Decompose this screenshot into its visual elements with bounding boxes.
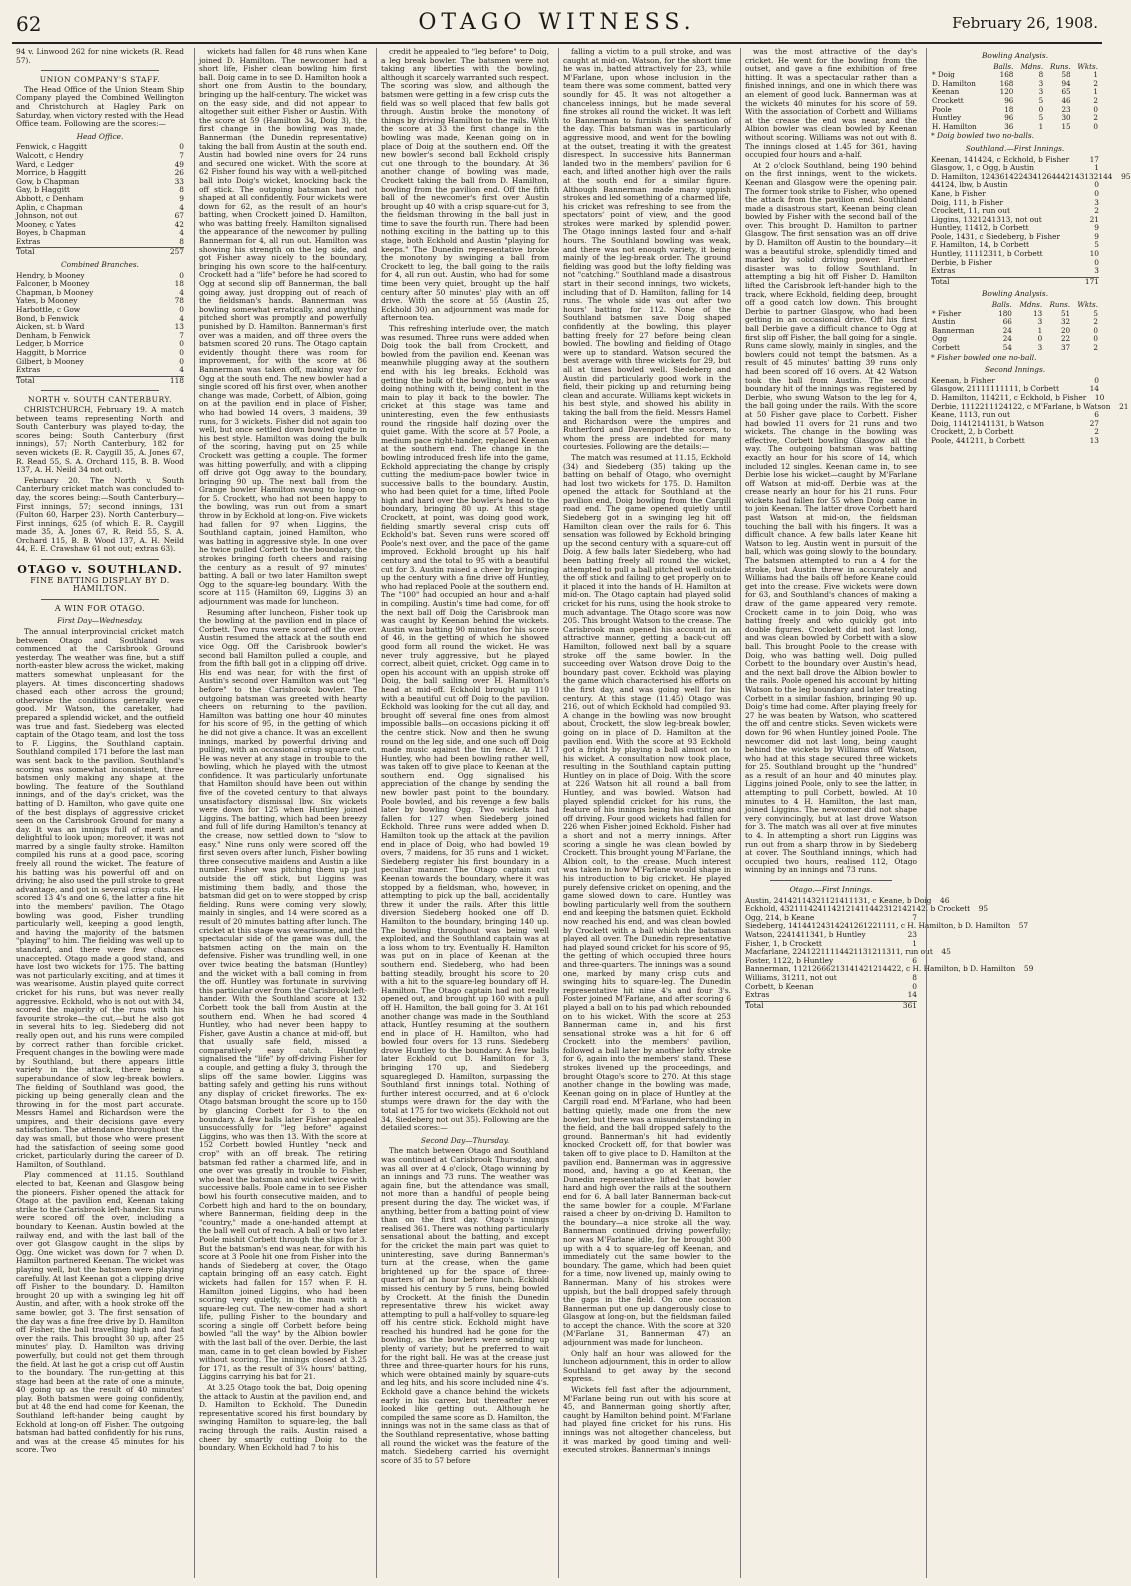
player-runs: 21 [1119,401,1129,411]
player-name: Watson, 2241411341, b Huntley [745,929,866,939]
player-name: D. Hamilton, 114211, c Eckhold, b Fisher [931,392,1087,402]
player-name: D. Hamilton, 1243614224341264442143132144 [931,171,1113,181]
paragraph: Wickets fell fast after the adjournment, M'Farlane being run out with his score at 45, and Bannerman going shortly after, caught by Hamilton behind point. M'Farlane had played fine cricket for his runs. His innings was not altogether chanceless, but it was marked by good timing and well-executed strokes. Bannerman's innings [563,1385,731,1455]
player-runs: 67 [174,211,184,221]
divider [41,559,159,560]
paragraph: February 20. The North v. South Canterbury cricket match was concluded to-day, the scores being:—South Canterbury—First innings, 57; second innings, 131 (Fulton 60, Harper 23). North Canterbury—First innings, 625 (of which E. R. Caygill made 35, A. Jones 67, R. Reid 55, S. A. Orchard 115, B. B. Wood 137, A. H. Neild 44, E. E. Crawshaw 61 not out; extras 63). [16,475,184,554]
table-cell: 2 [1093,317,1098,327]
player-runs: 2 [1094,427,1099,437]
table-cell: 2 [1093,95,1098,105]
column-header: Wkts. [1077,300,1098,310]
player-name: Gay, b Haggitt [16,185,70,195]
player-name: Gow, b Chapman [16,176,80,186]
total-label: Total [745,1000,764,1010]
player-name: Derbie, b Fisher [931,257,993,267]
table-cell: 0 [1093,334,1098,344]
player-name: Ward, c Ledger [16,159,74,169]
table-cell: 20 [1060,325,1071,335]
player-runs: 4 [179,313,184,323]
score-row [16,358,184,367]
player-runs: 45 [941,947,951,957]
player-runs: 18 [174,279,184,289]
table-cell: 24 [1002,325,1012,335]
player-name: Poole, 1431, c Siedeberg, b Fisher [931,231,1061,241]
bowling-table-body [931,310,1099,353]
table-cell: 168 [999,78,1014,88]
paragraph: was the most attractive of the day's cricket. He went for the bowling from the outset, and gave a fine exhibition of free hitting. It was a spectacular rather than a finished innings, and one in which there was an element of good luck. Bannerman was at the wickets 40 minutes for his score of 59. With the association of Corbett and Williams at the crease the end was near, and the Albion bowler was clean bowled by Keenan without scoring. Williams was not out with 8. The innings closed at 1.45 for 361, having occupied four hours and a-half. [745,47,917,160]
player-runs: 3 [1094,197,1099,207]
player-name: Doig, 111, b Fisher [931,197,1004,207]
player-runs: 0 [179,356,184,366]
day-heading: Second Day—Thursday. [420,1135,510,1145]
table-cell: Ogg [932,334,948,344]
player-name: Extras [745,990,770,1000]
paragraph: falling a victim to a pull stroke, and was caught at mid-on. Watson, for the short time he was in, batted attractively for 23, while M'Farlane, upon whose inclusion in the team there was some comment, batted very soundly for 45. It was not altogether a chanceless innings, but he made several fine strokes all round the wicket. It was left to Bannerman to furnish the sensation of the day. This batsman was in particularly aggressive mood, and went for the bowling at the outset, treating it with the greatest disrespect. In successive hits Bannerman landed two in the members' pavilion for 6 each, and lifted another high over the rails at the south end for a similar figure. Although Bannerman made many uppish strokes and led something of a charmed life, his cricket was refreshing to see from the spectators' point of view, and the good strokes were marked by splendid power. The Otago innings lasted four and a-half hours. The Southland bowling was weak, and there was not enough variety, it being mainly of the leg-break order. The ground fielding was good but the lofty fielding was not "catching." Southland made a disastrous start in their second innings, two wickets, including that of D. Hamilton, falling for 14 runs. The whole side was out after two hours' batting for 112. None of the Southland batsmen save Doig shaped confidently at the bowling, this player batting freely for 27 before being clean bowled. The bowling and fielding of Otago were up to standard. Watson secured the best average with three wickets for 29, but all at times bowled well. Siedeberg and Austin did particularly good work in the field, their picking up and returning being clean and accurate. Williams kept wickets in his best style, and showed his ability in taking the ball from the field. Messrs Hamel and Richardson were the umpires and Rutherford and Davenport the scorers, to whom the press are indebted for many courtesies. Following are the details:— [563,47,731,452]
table-row [931,344,1099,353]
table-cell: 58 [1061,70,1071,80]
player-runs: 14 [907,990,917,1000]
table-cell: 0 [1093,104,1098,114]
paragraph-group [381,48,549,1133]
divider [41,70,159,71]
score-row [745,991,917,1000]
player-name: Yates, b Mooney [16,296,78,306]
player-runs: 95 [978,904,989,914]
table-cell: 23 [1061,104,1071,114]
player-name: Foster, 1122, b Huntley [745,955,834,965]
column-1 [12,48,188,1578]
player-name: Eckhold, 4321114241142121411442312142142, b Crockett [745,904,971,914]
player-name: Ogg, 214, b Keane [745,912,815,922]
player-name: Johnson, not out [16,211,78,221]
page-number: 62 [16,12,42,36]
table-cell: 1 [1037,325,1043,335]
player-runs: 9 [179,193,184,203]
player-runs: 0 [179,305,184,315]
player-runs: 4 [179,202,184,212]
player-runs: 0 [1094,188,1099,198]
table-cell: D. Hamilton [932,78,976,88]
table-cell: 0 [1037,334,1043,344]
table-cell: H. Hamilton [932,121,977,131]
score-total [745,1001,917,1011]
player-name: Extras [16,236,41,246]
player-runs: 95 [1121,171,1131,181]
player-runs: 7 [912,912,917,922]
player-name: F. Hamilton, 14, b Corbett [931,240,1030,250]
player-runs: 10 [1094,392,1105,402]
paragraph: wickets had fallen for 48 runs when Kane joined D. Hamilton. The newcomer had a short life, Fisher clean bowling him first ball. Doig came in to see D. Hamilton hook a short one from Austin to the boundary, bringing up the half-century. The wicket was on the easy side, and did not appear to altogether suit either Fisher or Austin. With the score at 59 (Hamilton 34, Doig 3), the first change in the bowling was made, Bannerman (the Dunedin representative) taking the ball from Austin at the south end. Austin had bowled nine overs for 24 runs and secured one wicket. With the score at 62 Fisher found his way with a well-pitched ball into Doig's wicket, knocking back the off stick. The outgoing batsman had not shaped at all confidently. Four wickets were down for 62, as the result of an hour's batting, when Crockett joined D. Hamilton, who was batting freely. Hamilton signalised the appearance of the newcomer by pulling Bannerman for 4, all run out. Hamilton was showing his strength on the leg side, and got Fisher away nicely to the boundary, bringing his own score to the half-century. Crockett had a "life" before he had scored to Ogg at second slip off Bannerman, the ball going away, just dropping out of reach of the fieldsman's hands. Bannerman was bowling somewhat erratically, and anything pitched short was promptly and powerfully punished by D. Hamilton. Bannerman's first over was a maiden, and off three overs the batsmen scored 20 runs. The Otago captain evidently thought there was room for improvement, for with the score at 86 Bannerman was taken off, making way for Ogg at the south end. The new bowler had a single scored off his first over, when another change was made, Corbett, of Albion, going on at the pavilion end in place of Fisher, who had bowled 14 overs, 3 maidens, 39 runs, for 3 wickets. Fisher did not again too well, but once settled down bowled quite in his best style. Hamilton was doing the bulk of the scoring, having put on 25 while Crockett was getting a couple. The former was hitting powerfully, and with a clipping off drive got Ogg away to the boundary, bringing 90 up. The next ball from the Grange bowler Hamilton swung to long-on for 5. Crockett, who had not been happy to the bowling, was run out from a smart throw in by Eckhold at long-on. Five wickets had fallen for 97 when Liggins, the Southland captain, joined Hamilton, who was batting in aggressive style. In one over he twice pulled Corbett to the boundary, the strokes bringing forth cheers and raising the century as a result of 97 minutes' batting. A ball or two later Hamilton swept Ogg to the square-leg boundary. With the score at 115 (Hamilton 69, Liggins 3) an adjournment was made for luncheon. [199,47,367,606]
player-runs: 1 [1094,163,1099,173]
table-cell: 96 [1004,113,1014,123]
player-name: Aicken, st. b Ward [16,322,85,332]
player-name: Falconer, b Mooney [16,279,90,289]
total-value: 171 [1084,276,1099,286]
player-runs: 7 [179,330,184,340]
player-name: Liggins, 1321241313, not out [931,214,1042,224]
player-name: Mooney, c Yates [16,219,76,229]
total-label: Total [16,247,35,257]
column-header: Balls. [991,300,1012,310]
total-value: 118 [169,375,184,385]
table-cell: 1 [1038,121,1044,131]
player-name: Fenwick, c Haggitt [16,142,87,152]
player-runs: 6 [912,955,917,965]
player-name: Keane, 1113, run out [931,410,1011,420]
player-runs: 13 [1089,435,1099,445]
bowling-table-body [931,71,1099,131]
issue-date: February 26, 1908. [952,14,1098,32]
table-cell: 66 [1002,317,1012,327]
bowling-table [931,301,1099,353]
column-header: Runs. [1049,61,1071,71]
paragraph: Play commenced at 11.15. Southland elected to bat, Keenan and Glasgow being the pioneers. Fisher opened the attack for Otago at the pavilion end, Keenan taking strike to the Carisbrook left-hander. Six runs were scored off the over, including a boundary to Keenan. Austin bowled at the railway end, and with the last ball of the over got Glasgow caught in the slips by Ogg. One wicket was down for 7 when D. Hamilton partnered Keenan. The wicket was playing well, but the batsmen were playing carefully. At last Keenan got a clipping drive off Fisher to the boundary. D. Hamilton brought 20 up with a swinging leg hit off Austin, and after, with a hook stroke off the same bowler, got 3. The first sensation of the day was a fine free drive by D. Hamilton off Fisher, the ball travelling high and fast over the rails. This brought 30 up, after 25 minutes' play. D. Hamilton was driving powerfully, but could not get them through the field. At last he got a crisp cut off Austin to the boundary. The run-getting at this stage had been at the rate of one a minute, 40 going up as the result of 40 minutes' play. Both batsmen were going confidently, but at 48 the end had come for Keenan, the Southland left-hander being caught by Eckhold at long-on off Fisher. The outgoing batsman had batted confidently for his runs, and was at the crease 45 minutes for his score. Two [16,1170,185,1455]
player-name: Bannerman, 11212666213141421214422, c H. Hamilton, b D. Hamilton [745,964,1016,974]
player-name: Boyes, b Chapman [16,228,86,238]
page-header [12,10,1102,44]
player-runs: 46 [940,895,950,905]
table-cell: Austin [932,317,956,327]
player-name: Corbett, b Keenan [745,981,814,991]
player-name: Williams, 31211, not out [745,972,837,982]
table-cell: 1 [1093,87,1098,97]
player-name: Keenan, 141424, c Eckhold, b Fisher [931,154,1070,164]
table-cell: Huntley [932,113,962,123]
table-cell: 2 [1093,78,1098,88]
player-runs: 4 [179,228,184,238]
column-header: Mdns. [1019,300,1043,310]
total-value: 361 [902,1000,917,1010]
score-list [931,375,1129,446]
table-cell: 3 [1038,78,1044,88]
table-cell: 0 [1038,104,1044,114]
player-runs: 33 [174,176,184,186]
player-runs: 2 [1094,206,1099,216]
player-runs: 49 [174,159,184,169]
player-name: Crockett, 11, run out [931,206,1010,216]
paragraph: Only half an hour was allowed for the luncheon adjournment, this in order to allow Southland to get away by the second express. [563,1348,731,1384]
column-header: Balls. [993,61,1014,71]
column-4 [558,48,735,1578]
player-runs: 9 [1094,231,1099,241]
table-cell: 5 [1038,113,1044,123]
score-total [16,247,184,257]
player-name: Morrice, b Haggitt [16,168,87,178]
table-cell: Poole [932,104,952,114]
masthead-title: OTAGO WITNESS. [418,10,696,35]
player-runs: 0 [1094,375,1099,385]
bowling-table [931,63,1099,132]
player-name: Bond, b Fenwick [16,313,79,323]
score-list [16,272,184,375]
player-name: Hendry, b Mooney [16,270,85,280]
player-name: Fisher, 1, b Crockett [745,938,822,948]
table-cell: 1 [1093,70,1098,80]
player-name: Austin, 24142114321121411131, c Keane, b Doig [745,895,932,905]
divider [41,599,159,600]
player-name: Doig, 11412141131, b Watson [931,418,1045,428]
table-cell: Bannerman [932,325,975,335]
divider [41,390,159,391]
player-name: 44124, lbw, b Austin [931,180,1008,190]
player-name: Crockett, 2, b Corbett [931,427,1014,437]
player-name: Huntley, 11112311, b Corbett [931,249,1043,259]
table-cell: 3 [1037,343,1043,352]
score-list [931,154,1131,276]
player-runs: 10 [1089,249,1099,259]
paragraph: The match between Otago and Southland was continued at Carisbrook Thursday, and was all over at 4 o'clock, Otago winning by an innings and 73 runs. The weather was again fine, but the attendance was small, not more than a handful of people being present during the day. The wicket was, if anything, better from a batting point of view than on the first day. Otago's innings realised 361. There was nothing particularly sensational about the batting, and except for the cricket the main part was quiet to uninteresting, save during Bannerman's turn at the crease, when the game brightened up for the space of three-quarters of an hour before lunch. Eckhold missed his century by 5 runs, being bowled by Crockett. At the finish the Dunedin representative threw his wicket away attempting to pull a half-volley to square-leg off his centre stick. Eckhold might have reached his hundred had he gone for the bowling, as the bowlers were sending up plenty of variety; but he preferred to wait for the right ball. He was at the crease just three and three-quarter hours for his runs, which were obtained mainly by square-cuts and leg hits, and his score included nine 4's. Eckhold gave a chance behind the wickets early in his career, but thereafter never looked like getting out. Although he compiled the same score as D. Hamilton, the innings was not in the same class as that of the Southland representative, whose batting all round the wicket was the feature of the match. Siedeberg carried his overnight score of 35 to 57 before [381,1146,550,1465]
total-label: Total [16,375,35,385]
section-title: NORTH v. SOUTH CANTERBURY. [28,395,172,405]
player-runs: 4 [179,365,184,375]
table-cell: 30 [1061,113,1071,123]
paragraph: This refreshing interlude over, the match was resumed. Three runs were added when Doig took the ball from Crockett, and bowled from the pavilion end. Keenan was meanwhile plugging away at the southern end with his leg breaks. Eckhold was getting the bulk of the bowling, but he was doing nothing with it, being content in the main to play it back to the bowler. The cricket at this stage was tame and uninteresting, even the few enthusiasts round the ringside half dozing over the quiet game. With the score at 57 Poole, a medium pace right-hander, replaced Keenan at the southern end. The change in the bowling introduced fresh life into the game, Eckhold appreciating the change by crisply cutting the medium-pace bowler twice in successive balls to the boundary. Austin, who had been quiet for a time, lifted Poole high and hard over the bowler's head to the boundary, bringing 80 up. At this stage Crockett, at point, was doing good work, fielding smartly several crisp cuts off Eckhold's bat. Seven runs were scored off Poole's next over, and the pace of the game improved. Eckhold brought up his half century and the total to 95 with a beautiful cut for 3. Austin raised a cheer by bringing up the century with a fine drive off Huntley, who had replaced Poole at the southern end. The "100" had occupied an hour and a-half in compiling. Austin's time had come, for off the next ball off Doig the Carisbrook man was caught by Keenan behind the wickets. Austin was batting 90 minutes for his score of 46, in the getting of which he showed good form all round the wicket. He was never truly aggressive, but he played correct, albeit quiet, cricket. Ogg came in to open his account with an uppish stroke off Doig, the ball sailing over H. Hamilton's head at mid-off. Eckhold brought up 110 with a beautiful cut off Doig to the pavilion. Eckhold was looking for the cut all day, and brought off several fine ones from almost impossible balls—on occasions picking it off the centre stick. Now and then he swung round on the leg side, and one such off Doig made music against the tin fence. At 117 Huntley, who had been bowling rather well, was taken off to give place to Keenan at the southern end. Ogg signalised his appreciation of the change by sending the new bowler past point to the boundary. Poole bowled, and his revenge a few balls later by bowling Ogg. Two wickets had fallen for 127 when Siedeberg joined Eckhold. Three runs were added when D. Hamilton took up the attack at the pavilion end in place of Doig, who had bowled 19 overs, 7 maidens, for 35 runs and 1 wicket. Siedeberg register his first boundary in a peculiar manner. The Otago captain cut Keenan towards the boundary, where it was stopped by a fieldsman, who, however, in attempting to pick up the ball, accidentally threw it under the rails. After this little diversion Siedeberg hooked one off D. Hamilton to the boundary, bringing 140 up. The bowling throughout was being well exploited, and the Southland captain was at a loss whom to try. Eventually H. Hamilton was put on in place of Keenan at the southern end. Siedeberg, who had been batting steadily, brought his score to 20 with a hit to the square-leg boundary off H. Hamilton. The Otago captain had not really opened out, and brought up 160 with a pull off H. Hamilton, the ball going for 3. At 161 another change was made in the Southland attack, Huntley resuming at the southern end in place of H. Hamilton, who had bowled four overs for 13 runs. Siedeberg drove Huntley to the boundary. A few balls later Eckhold cut D. Hamilton for 3, bringing 170 up, and Siedeberg squaregleged D. Hamilton, surpassing the Southland first innings total. Nothing of further interest occurred, and at 6 o'clock stumps were drawn for the day with the total at 175 for two wickets (Eckhold not out 34, Siedeberg not out 35). Following are the detailed scores:— [381,324,549,1133]
score-row [16,238,184,247]
player-runs: 6 [1094,410,1099,420]
paragraph-group [381,1147,549,1465]
player-runs: 57 [1018,921,1029,931]
column-header: Mdns. [1020,61,1044,71]
player-name: Chapman, b Mooney [16,287,94,297]
column-2 [194,48,371,1578]
table-cell: 37 [1060,343,1071,352]
table-row [931,327,1099,336]
player-runs: 0 [1094,180,1099,190]
player-runs: 4 [179,287,184,297]
table-cell: 3 [1038,87,1044,97]
column-3 [376,48,553,1578]
paragraph: Resuming after luncheon, Fisher took up the bowling at the pavilion end in place of Corbett. Two runs were scored off the over. Austin resumed the attack at the south end vice Ogg. Off the Carisbrook bowler's second ball Hamilton pulled a couple, and from the fifth ball got in a clipping off drive. His end was near, for with the first of Austin's second over Hamilton was out "leg before" to the Carisbrook bowler. The outgoing batsman was greeted with hearty cheers on returning to the pavilion. Hamilton was batting one hour 40 minutes for his score of 95, in the getting of which he did not give a chance. It was an excellent innings, marked by powerful driving and pulling, with an occasional crisp square cut. He was never at any stage in trouble to the bowling, which he played with the utmost confidence. It was particularly unfortunate that Hamilton should have been out within five of the coveted century to that always unsatisfactory dismissal lbw. Six wickets were down for 125 when Huntley joined Liggins. The batting, which had been breezy and full of life during Hamilton's tenancy at the crease, now settled down to "slow to easy." Nine runs only were scored off the first seven overs after lunch, Fisher bowling three consecutive maidens and Austin a like number. Fisher was pitching them up just outside the off stick, but Liggins was mistiming them badly, and those the batsman did get on to were stopped by crisp fielding. Runs were coming very slowly, mainly in singles, and 14 were scored as a result of 20 minutes batting after lunch. The cricket at this stage was wearisome, and the spectacular side of the game was dull, the batsmen acting on the main on the defensive. Fisher was trundling well, in one over twice beating the batsman (Huntley) and the wicket with a ball coming in from the off. Huntley was fortunate in surviving this particular over from the Carisbrook left-hander. With the Southland score at 132 Corbett took the ball from Austin at the southern end. When he had scored 4 Huntley, who had never been happy to Fisher, gave Austin a chance at mid-off, but that usually safe field, missed a comparatively easy catch. Huntley signalised the "life" by off-driving Fisher for a couple, and getting a fluky 3, through the slips off the same bowler. Liggins was batting safely and getting his runs without any display of cricket fireworks. The ex-Otago batsman brought the score up to 150 by glancing Corbett for 3 to the on boundary. A few balls later Fisher appealed unsuccessfully for "leg before" against Liggins, who was then 13. With the score at 152 Corbett bowled Huntley "neck and crop" with an off break. The retiring batsman fed rather a charmed life, and in one over was greatly in trouble to Fisher, who beat the batsman and wicket twice with successive balls. Poole came in to see Fisher bowl his fourth consecutive maiden, and to Corbett high and hard to the on boundary, where Bannerman, fielding deep in the "country," made a one-handed attempt at the ball well out of reach. A ball or two later Poole mishit Corbett through the slips for 3. But the batsman's end was near, for with his score at 3 Poole hit one from Fisher into the hands of Siedeberg at cover, the Otago captain bringing off an easy catch. Eight wickets had fallen for 157 when F. H. Hamilton joined Liggins, who had been scoring very quietly, in the main with a square-leg cut. The new-comer had a short life, pulling Fisher to the boundary and scoring a single off Corbett before being bowled "all the way" by the Albion bowler with the last ball of the over. Derbie, the last man, came in to get clean bowled by Fisher without scoring. The innings closed at 3.25 for 171, as the result of 3¼ hours' batting, Liggins carrying his bat for 21. [199,607,367,1382]
player-name: Extras [16,365,41,375]
player-name: Kane, b Fisher [931,188,986,198]
score-total [16,376,184,386]
player-name: Gilbert, b Mooney [16,356,84,366]
table-cell: * Fisher [932,308,962,318]
table-cell: 2 [1093,343,1098,352]
player-runs: 26 [174,168,184,178]
paragraph: The match was resumed at 11.15, Eckhold (34) and Siedeberg (35) taking up the batting on behalf of Otago, who overnight had lost two wickets for 175. D. Hamilton opened the attack for Southland at the pavilion end, Doig bowling from the Cargill road end. The game opened quietly until Siedeberg got in a swinging leg hit off Hamilton clean over the rails for 6. This sensation was followed by Eckhold bringing up the second century with a square-cut off Doig. A few balls later Siedeberg, who had been batting freely all round the wicket, attempted to pull a ball pitched well outside the off stick and failing to get properly on to it placed it into the hands of H. Hamilton at mid-on. The Otago captain had played solid cricket for his runs, using the hook stroke to much advantage. The Otago score was now 205. This brought Watson to the crease. The Carisbrook man opened his account in an attractive manner, getting a back-cut off Hamilton, followed next ball by a square stroke off the same bowler. In the succeeding over Watson drove Doig to the boundary past cover. Eckhold was playing the game which characterised his efforts on the first day, and was going well for his century. At this stage (11.45) Otago was 216, out of which Eckhold had compiled 93. A change in the bowling was now brought about, Crockett, the slow leg-break bowler, going on in place of D. Hamilton at the pavilion end. With the score at 93 Eckhold got a fright by playing a ball almost on to his wicket. A consultation now took place, resulting in the Southland captain putting Huntley on in place of Doig. With the score at 226 Watson hit all round a ball from Huntley, and was bowled. Watson had played splendid cricket for his runs, the feature of his innings being his cutting and off driving. Four good wickets had fallen for 226 when Fisher joined Eckhold. Fisher had a short and not a merry innings. After scoring a single he was clean bowled by Crockett. This brought young M'Farlane, the Albion colt, to the crease. Much interest was taken in how M'Farlane would shape in his introduction to big cricket. He played purely defensive cricket on opening, and the game slowed down to care. Huntley was bowling particularly well from the southern end and keeping the batsmen quiet. Eckhold now reached his end, and was clean bowled by Crockett with a ball which the batsman played all over. The Dunedin representative had played sound cricket for his score of 95, the getting of which occupied three hours and three-quarters. The innings was a sound one, marked by many crisp cuts and swinging hits to square-leg. The Dunedin representative hit nine 4's and four 3's. Foster joined M'Farlane, and after scoring 6 played a ball on to his pad which rebounded on to his wicket. With the score at 253 Bannerman came in, and his first sensational stroke was a hit for 6 off Crockett into the members' pavilion, followed a ball later by another lofty stroke for 6, again into the members' stand. These strokes livened up the proceedings, and brought Otago's score to 270. At this stage another change in the bowling was made, Keenan going on in place of Huntley at the Cargill road end. M'Farlane, who had been batting quietly, made one from the new bowler, but there was a misunderstanding in the field, and the ball dropped safely to the ground. Bannerman's hit had evidently knocked Crockett off, for that bowler was taken off to give place to D. Hamilton at the pavilion end. Bannerman was in aggressive mood, and, having a go at Keenan, the Dunedin representative lifted that bowler hard and high over the rails at the southern end for 6. A ball later Bannerman back-cut the same bowler for a couple. M'Farlane raised a cheer by on-driving D. Hamilton to the boundary—a nice stroke all the way. Bannerman continued driving powerfully; nor was M'Farlane idle, for he brought 300 up with a 4 to square-leg off Keenan, and immediately cut the same bowler to the boundary. The game, which had been quiet for a time, now livened up, mainly owing to Bannerman. Many of his strokes were uppish, but the ball dropped safely through the gaps in the field. On one occasion Bannerman put one up dangerously close to Glasgow at long-on, but the fieldsman failed to accept the chance. With the score at 320 (M'Farlane 31, Bannerman 47) an adjournment was made for luncheon. [563,452,731,1348]
paragraph: credit he appealed to "leg before" to Doig, a leg break bowler. The batsmen were not taking any liberties with the bowling, although it scarcely warranted such respect. The scoring was slow, and although the batsmen were getting in a few crisp cuts the field was so well placed that few balls got through. Austin broke the monotony of things by driving Hamilton to the rails. With the score at 33 the first change in the bowling was made, Keenan going on in place of Doig at the southern end. Off the new bowler's second ball Eckhold crisply cut one through to the boundary. At 36 another change of bowling was made, Crockett taking the ball from D. Hamilton, bowling from the pavilion end. Off the fifth ball of the newcomer's first over Austin brought up 40 with a crisp square-cut for 3, the fieldsman throwing in the ball just in time to save the fourth run. There had been nothing exciting in the batting up to this stage, both Eckhold and Austin "playing for keeps." The Dunedin representative broke the monotony by swinging a ball from Crockett to leg, the ball going to the rails for 4, all run out. Austin, who had for some time been very quiet, brought up the half century after 50 minutes' play with an off drive. With the score at 55 (Austin 25, Eckhold 30) an adjournment was made for afternoon tea. [381,47,549,323]
player-runs: 23 [907,929,917,939]
table-cell: 2 [1093,113,1098,123]
player-runs: 0 [179,142,184,152]
total-label: Total [931,276,950,286]
paragraph: At 2 o'clock Southland, being 190 behind on the first innings, went to the wickets. Keenan and Glasgow were the opening pair. The former took strike to Fisher, who opened the attack from the pavilion end. Southland made a disastrous start, Keenan being clean bowled by Fisher with the second ball of the over. This brought D. Hamilton to partner Glasgow. The first sensation was an off drive by D. Hamilton off Austin to the boundary—it was a beautiful stroke, splendidly timed and marked by solid driving power. Further disaster was to follow Southland. In attempting a big hit off Fisher D. Hamilton lifted the Carisbrook left-hander high to the track, where Eckhold, fielding deep, brought off a good catch low down. This brought Derbie to partner Glasgow, who had been getting in an occasional drive. Off his first ball Derbie gave a difficult chance to Ogg at first slip off Fisher, the ball going for a single. Runs came slowly, mainly in singles, and the bowlers could not tempt the batsmen. As a result of 45 minutes' batting 39 runs only had been scored off 16 overs. At 42 Watson took the ball from Austin. The second boundary hit of the innings was registered by Derbie, who swung Watson to the leg for 4, the ball going under the rails. With the score at 50 Fisher gave place to Corbett. Fisher had bowled 11 overs for 21 runs and two wickets. The change in the bowling was effective, Corbett bowling Glasgow all the way. The outgoing batsman was batting exactly an hour for his score of 14, which included 12 singles. Keenan came in, to see Derbie lose his wicket—caught by M'Farlane off Watson at mid-off. Derbie was at the crease nearly an hour for his 21 runs. Four wickets had fallen for 55 when Doig came in to join Keenan. The latter drove Corbett hard past Watson at mid-on, the fieldsman touching the ball with his fingers. It was a difficult chance. A few balls later Keane hit Watson to leg. Austin went in pursuit of the ball, which was going slowly to the boundary. The batsmen attempted to run a 4 for the stroke, but Austin threw in accurately and Williams had the bails off before Keane could get into the crease. Five wickets were down for 63, and Southland's chances of making a draw of the game appeared very remote. Crockett came in to join Doig, who was batting freely and who quickly got into double figures. Crockett did not last long, and was clean bowled by Corbett with a slow ball. This brought Poole to the crease with Doig, who was batting well. Doig pulled Corbett to the boundary over Austin's head, and the next ball drove the Albion bowler to the rails. Poole opened his account by hitting Watson to the leg boundary and later treating Corbett in a similar fashion, bringing 90 up. Doig's time had come. After playing freely for 27 he was beaten by Watson, who scattered the off and centre sticks. Seven wickets were down for 96 when Huntley joined Poole. The newcomer did not last long, being caught behind the wickets by Williams off Watson, who had at this stage secured three wickets for 25. Southland brought up the "hundred" as a result of an hour and 40 minutes play. Liggins joined Poole, only to see the latter, in attempting to pull Corbett, bowled. At 10 minutes to 4 H. Hamilton, the last man, joined Liggins. The newcomer did not shape very convincingly, but at last drove Watson for 3. The match was all over at five minutes to 4. In attempting a short run Liggins was run out from a sharp throw in by Siedeberg at cover. The Southland innings, which had occupied two hours, realised 112, Otago winning by an innings and 73 runs. [745,160,917,875]
player-name: Walcott, c Hendry [16,150,84,160]
table-cell: Crockett [932,95,964,105]
score-row [931,437,1099,446]
player-runs: 21 [1089,214,1099,224]
player-runs: 42 [174,219,184,229]
paragraph-group [745,48,917,875]
player-runs: 0 [179,339,184,349]
player-runs: 14 [1089,384,1099,394]
paragraph-group [16,628,184,1455]
paragraph-group [199,48,367,1453]
player-runs: 0 [179,270,184,280]
player-name: Glasgow, 21111111111, b Corbett [931,384,1059,394]
table-cell: 0 [1093,121,1098,131]
player-runs: 17 [1089,154,1099,164]
table-cell: 18 [1004,104,1014,114]
innings-heading: Otago.—First Innings. [789,885,873,894]
paragraph-group [563,48,731,1455]
table-cell: 94 [1061,78,1071,88]
player-name: Poole, 441211, b Corbett [931,435,1025,445]
score-row [931,267,1099,276]
score-row [745,983,917,992]
table-cell: 65 [1061,87,1071,97]
table-cell: 168 [999,70,1014,80]
table-cell: 13 [1033,308,1043,318]
player-runs: 1 [912,938,917,948]
paragraph: At 3.25 Otago took the bat, Doig opening the attack to Austin at the pavilion end, and D. Hamilton to Eckhold. The Dunedin representative scored his first boundary by swinging Hamilton to square-leg, the ball racing through the rails. Austin raised a cheer by smartly cutting Doig to the boundary. When Eckhold had 7 to his [199,1383,367,1453]
player-name: Haggitt, b Morrice [16,348,87,357]
player-runs: 3 [1094,266,1099,276]
player-name: Abbott, c Denham [16,193,84,203]
player-name: Harbottle, c Gow [16,305,81,315]
table-header-row [931,63,1099,72]
table-cell: Corbett [932,343,960,352]
table-cell: Keenan [932,87,960,97]
bowling-heading: Bowling Analysis. [981,51,1049,60]
table-cell: 15 [1061,121,1071,131]
table-cell: 51 [1060,308,1071,318]
player-runs: 0 [179,348,184,357]
top-line: 94 v. Linwood 262 for nine wickets (R. Read 57). [16,47,184,65]
table-cell: 5 [1093,308,1098,318]
player-runs: 13 [174,322,184,332]
table-row [931,123,1099,132]
bowling-table-head [931,63,1099,72]
player-runs: 8 [912,972,917,982]
score-list [745,895,1034,1000]
table-cell: 46 [1061,95,1071,105]
paragraph: CHRISTCHURCH, February 19. A match between teams representing North and South Canterbury was played to-day, the scores being: South Canterbury (first innings), 57; North Canterbury, 182 for seven wickets (E. R. Caygill 35, A. Jones 67, R. Read 55, S. A. Orchard 115, B. B. Wood 137, A. H. Neild 34 not out). [16,404,184,475]
player-name: Siedeberg, 14144124314241261221111, c H. Hamilton, b D. Hamilton [745,921,1011,931]
player-runs: 59 [1023,964,1034,974]
player-runs: 0 [1094,257,1099,267]
player-name: Glasgow, 1, c Ogg, b Austin [931,163,1034,173]
table-cell: 24 [1002,334,1012,344]
player-name: Huntley, 11412, b Corbett [931,223,1029,233]
table-cell: 5 [1038,95,1044,105]
score-row [931,259,1099,268]
bowling-heading: Bowling Analysis. [981,289,1049,299]
article-subhead: FINE BATTING DISPLAY BY D. HAMILTON. [30,575,170,594]
player-runs: 8 [179,236,184,246]
table-cell: 120 [999,87,1014,97]
score-list [16,143,184,246]
column-header: Runs. [1049,300,1071,310]
section-title: UNION COMPANY'S STAFF. [39,75,161,85]
player-name: Extras [931,266,956,276]
bowling-note: * Fisher bowled one no-ball. [931,352,1037,362]
player-name: Denham, b Fenwick [16,330,91,340]
player-runs: 78 [174,296,184,306]
player-name: Keenan, b Fisher [931,375,995,385]
table-cell: 96 [1004,95,1014,105]
score-row [16,366,184,375]
divider [770,880,892,881]
player-runs: 0 [912,981,917,991]
player-name: Aplin, c Chapman [16,202,83,212]
table-cell: 8 [1038,70,1044,80]
paragraph: The Head Office of the Union Steam Ship Company played the Combined Wellington and Christchurch at Hagley Park on Saturday, when victory rested with the Head Office team. Following are the scores:— [16,84,184,129]
table-cell: 0 [1093,325,1098,335]
table-cell: 22 [1060,334,1071,344]
player-name: Ledger, b Morrice [16,339,84,349]
player-runs: 7 [179,150,184,160]
columns [12,47,1131,1578]
table-cell: 180 [998,308,1012,318]
table-cell: * Doig [932,70,955,80]
table-row [931,310,1099,319]
table-row [931,97,1099,106]
score-total [931,277,1099,287]
player-runs: 8 [179,185,184,195]
article-subhead: A WIN FOR OTAGO. [54,603,146,613]
table-cell: 36 [1004,121,1014,131]
table-cell: 32 [1060,317,1071,327]
article-headline: OTAGO v. SOUTHLAND. [17,563,183,577]
player-runs: 27 [1089,418,1099,428]
team-heading: Head Office. [76,131,124,141]
day-heading: First Day—Wednesday. [57,616,143,626]
player-runs: 5 [1094,240,1099,250]
total-value: 257 [169,247,184,257]
player-name: Macfarlane, 22412211114421131211311, run out [745,947,933,957]
paragraph: The annual interprovincial cricket match between Otago and Southland was commenced at the Carisbrook Ground yesterday. The weather was fine, but a stiff north-easter blew across the wicket, making matters somewhat unpleasant for the players. At times disconcerting shadows chased each other across the ground; otherwise the conditions generally were good. Mr Watson, the caretaker, had prepared a splendid wicket, and the outfield was true and fast. Siedeberg was elected captain of the Otago team, and lost the toss to F. Liggins, the Southland captain. Southland compiled 171 before the last man was sent back to the pavilion. Southland's scoring was somewhat inconsistent, three batsmen only making any shape at the bowling. The feature of the Southland innings, and of the day's cricket, was the batting of D. Hamilton, who gave quite one of the best displays of aggressive cricket seen on the Carisbrook Ground for many a day. It was an innings full of merit and delightful to look upon; moreover, it was not marred by a single faulty stroke. Hamilton compiled his runs at a good pace, scoring freely all round the wicket. The feature of his batting was his powerful off and on driving; he also used the pull stroke to great advantage, and got in several crisp cuts. He scored 13 4's and one 6, the latter a fine hit into the members' pavilion. The Otago bowling was good, Fisher trundling particularly well, keeping a good length, and having the majority of the batsmen "playing" to him. The fielding was well up to standard, and there were few chances unaccepted. Otago made a good stand, and have lost two wickets for 175. The batting was not particularly exciting, and at times it was wearisome. Austin played quite correct cricket for his runs, but was never really aggressive. Eckhold, who is not out with 34, scored the majority of the runs with his favourite stroke—the cut,—but he also got in several hits to leg. Siedeberg did not really open out, and his runs were compiled by correct rather than forcible cricket. Frequent changes in the bowling were made by Southland, but there appears little variety in the attack, there being a superabundance of slow leg-break bowlers. The fielding of Southland was good, the picking up being generally clean and the throwing in for the most part accurate. Messrs Hamel and Richardson were the umpires, and their decisions gave every satisfaction. The attendance throughout the day was small, but those who were present had the satisfaction of seeing some good cricket, particularly during the career of D. Hamilton, of Southland. [16,627,184,1169]
table-cell: 3 [1037,317,1043,327]
column-6 [926,48,1131,1578]
score-row [16,229,184,238]
table-cell: 54 [1002,343,1012,352]
team-heading: Combined Branches. [61,260,139,270]
innings-heading: Southland.—First Innings. [965,143,1065,153]
column-header: Wkts. [1077,61,1098,71]
player-name: Derbie, 1112211124122, c M'Farlane, b Watson [931,401,1111,411]
bowling-note: * Doig bowled two no-balls. [931,131,1034,141]
innings-heading: Second Innings. [984,365,1046,375]
player-runs: 9 [1094,223,1099,233]
